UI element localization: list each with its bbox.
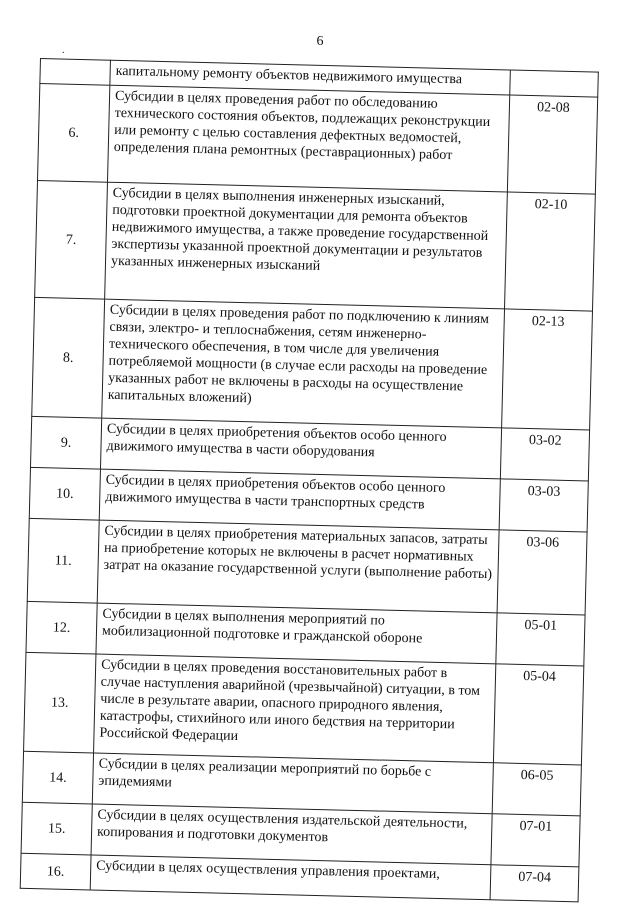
row-number: 12. xyxy=(26,601,97,654)
row-description: Субсидии в целях реализации мероприятий по борьбе с эпидемиями xyxy=(92,753,493,814)
row-code-cell xyxy=(510,70,599,97)
row-number: 11. xyxy=(27,518,99,603)
row-code: 05-04 xyxy=(493,664,583,765)
row-number: 10. xyxy=(29,467,100,520)
row-code: 03-02 xyxy=(500,428,589,481)
row-number: 8. xyxy=(32,297,105,418)
row-code: 06-05 xyxy=(492,763,581,816)
row-number: 9. xyxy=(30,416,101,469)
row-description: Субсидии в целях проведения работ по подключению к линиям связи, электро- и теплоснабжения, сетям инженерно-технического обеспечения, в том числе для увеличения потребляемой мощности (в случае если расходы на проведение указанных работ не включены в расходы на осуществление капитальных вложений) xyxy=(102,299,505,428)
row-description: Субсидии в целях приобретения объектов особо ценного движимого имущества в части транспортных средств xyxy=(99,469,500,530)
row-number: 15. xyxy=(21,802,92,855)
row-description: Субсидии в целях выполнения мероприятий по мобилизационной подготовке и гражданской обороне xyxy=(96,603,497,664)
table-row xyxy=(24,652,584,765)
stray-mark: . xyxy=(62,45,65,56)
table-row xyxy=(32,297,593,430)
row-description: капитальному ремонту объектов недвижимого имущества xyxy=(110,60,510,95)
row-number-cell xyxy=(40,59,111,86)
table-row xyxy=(35,180,596,311)
row-number: 16. xyxy=(20,853,91,890)
table-row xyxy=(38,84,598,195)
row-code: 02-10 xyxy=(505,192,596,311)
row-number: 7. xyxy=(35,180,108,299)
row-description: Субсидии в целях выполнения инженерных изысканий, подготовки проектной документации для ремонта объектов недвижимого имущества, а также проведение государственной экспертизы указанной проектной документации и результатов указанных инженерных изысканий xyxy=(105,182,508,309)
row-description: Субсидии в целях проведения восстановительных работ в случае наступления аварийной (чрезвычайной) ситуации, в том числе в результате аварии, опасного природного явления, катастрофы, стихийного или иного бедствия на территории Российской Федерации xyxy=(94,654,496,763)
row-code: 03-06 xyxy=(497,530,587,615)
row-code: 07-04 xyxy=(490,865,579,902)
row-description: Субсидии в целях осуществления управления проектами, xyxy=(90,855,491,900)
table-row xyxy=(27,518,587,615)
row-code: 02-08 xyxy=(507,95,597,194)
row-number: 13. xyxy=(24,652,96,753)
row-number: 6. xyxy=(38,84,110,183)
row-code: 02-13 xyxy=(502,309,593,430)
row-code: 05-01 xyxy=(496,613,585,666)
subsidies-table xyxy=(20,58,599,902)
row-description: Субсидии в целях осуществления издательской деятельности, копирования и подготовки документов xyxy=(91,804,492,865)
row-description: Субсидии в целях проведения работ по обследованию технического состояния объектов, подлежащих реконструкции или ремонту с целью составления дефектных ведомостей, определения плана ремонтных (реставрационных) работ xyxy=(107,85,509,192)
row-code: 07-01 xyxy=(491,814,580,867)
row-code: 03-03 xyxy=(499,479,588,532)
page-number: 6 xyxy=(316,34,324,49)
row-number: 14. xyxy=(22,751,93,804)
row-description: Субсидии в целях приобретения объектов особо ценного движимого имущества в части оборудования xyxy=(100,418,501,479)
row-description: Субсидии в целях приобретения материальных запасов, затраты на приобретение которых не включены в расчет нормативных затрат на оказание государственной услуги (выполнение работы) xyxy=(97,520,499,613)
